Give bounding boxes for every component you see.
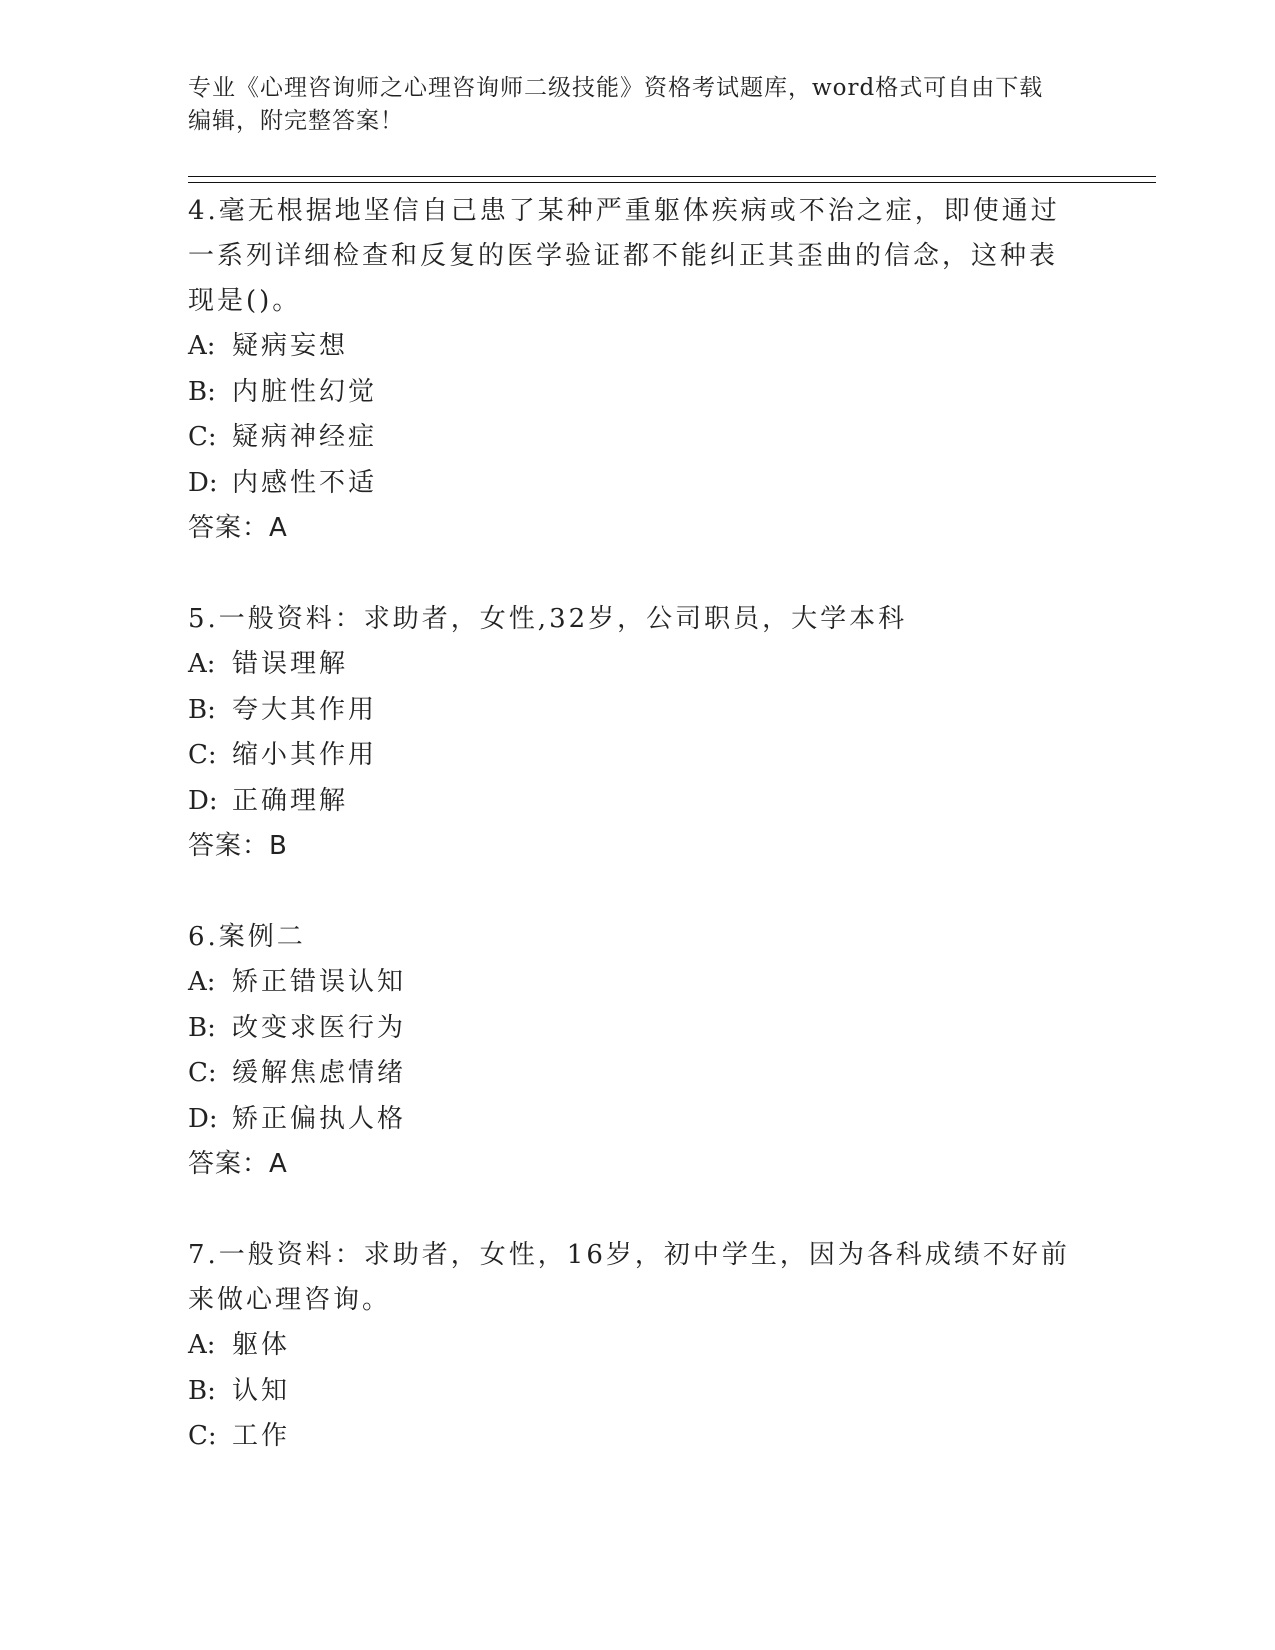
header-title-line-2: 编辑，附完整答案！ — [188, 108, 404, 134]
option-text: 疑病神经症 — [232, 422, 378, 452]
option-d — [188, 461, 1088, 507]
question-item — [188, 189, 1088, 551]
answer-line: 答案：B — [188, 831, 288, 861]
option-text: 内脏性幻觉 — [232, 376, 378, 407]
option-text: 躯体 — [232, 1330, 291, 1360]
option-b — [188, 688, 1088, 734]
question-stem-line: 6.案例二 — [188, 922, 306, 952]
option-text: 改变求医行为 — [232, 1012, 407, 1043]
option-label: D: — [188, 1103, 218, 1134]
answer-line: 答案：A — [188, 1149, 288, 1179]
option-a — [188, 1323, 1088, 1369]
option-b — [188, 1006, 1088, 1052]
option-d — [188, 779, 1088, 825]
question-stem-line: 7.一般资料：求助者，女性，16岁，初中学生，因为各科成绩不好前 — [188, 1240, 1070, 1270]
option-text: 矫正错误认知 — [232, 967, 407, 997]
option-text: 矫正偏执人格 — [232, 1103, 407, 1134]
header-divider — [188, 176, 1156, 177]
option-label: A: — [188, 331, 216, 361]
option-label: B: — [188, 1012, 216, 1043]
option-b — [188, 370, 1088, 416]
question-stem-line: 现是()。 — [188, 286, 302, 316]
question-item — [188, 1233, 1088, 1460]
question-item — [188, 597, 1088, 869]
spacer — [188, 1187, 1088, 1233]
question-stem-line: 5.一般资料：求助者，女性,32岁，公司职员，大学本科 — [188, 604, 908, 634]
option-c — [188, 733, 1088, 779]
header-divider-double — [188, 182, 1156, 183]
option-label: B: — [188, 1375, 216, 1406]
option-text: 内感性不适 — [232, 467, 378, 498]
spacer — [188, 869, 1088, 915]
question-stem-line: 一系列详细检查和反复的医学验证都不能纠正其歪曲的信念，这种表 — [188, 241, 1059, 271]
option-label: A: — [188, 967, 216, 997]
answer-line: 答案：A — [188, 513, 288, 543]
question-stem-line: 来做心理咨询。 — [188, 1285, 392, 1315]
option-a — [188, 642, 1088, 688]
option-text: 夸大其作用 — [232, 694, 378, 725]
option-c — [188, 1414, 1088, 1460]
question-stem-line: 4.毫无根据地坚信自己患了某种严重躯体疾病或不治之症，即使通过 — [188, 196, 1060, 226]
option-c — [188, 415, 1088, 461]
option-label: C: — [188, 422, 217, 452]
option-a — [188, 324, 1088, 370]
option-label: D: — [188, 467, 218, 498]
question-list — [188, 189, 1088, 1460]
option-label: A: — [188, 649, 216, 679]
option-text: 正确理解 — [232, 785, 349, 816]
option-a — [188, 960, 1088, 1006]
option-text: 疑病妄想 — [232, 331, 349, 361]
option-label: C: — [188, 740, 217, 770]
option-c — [188, 1051, 1088, 1097]
option-d — [188, 1097, 1088, 1143]
option-text: 认知 — [232, 1375, 291, 1406]
option-text: 缩小其作用 — [232, 740, 378, 770]
spacer — [188, 551, 1088, 597]
option-label: B: — [188, 694, 216, 725]
option-label: D: — [188, 785, 218, 816]
option-b — [188, 1369, 1088, 1415]
option-label: A: — [188, 1330, 216, 1360]
option-label: C: — [188, 1421, 217, 1451]
page-header — [188, 72, 1088, 138]
option-label: B: — [188, 376, 216, 407]
option-label: C: — [188, 1058, 217, 1088]
header-title-line-1: 专业《心理咨询师之心理咨询师二级技能》资格考试题库，word格式可自由下载 — [188, 75, 1044, 101]
option-text: 缓解焦虑情绪 — [232, 1058, 407, 1088]
option-text: 错误理解 — [232, 649, 349, 679]
option-text: 工作 — [232, 1421, 291, 1451]
question-item — [188, 915, 1088, 1187]
